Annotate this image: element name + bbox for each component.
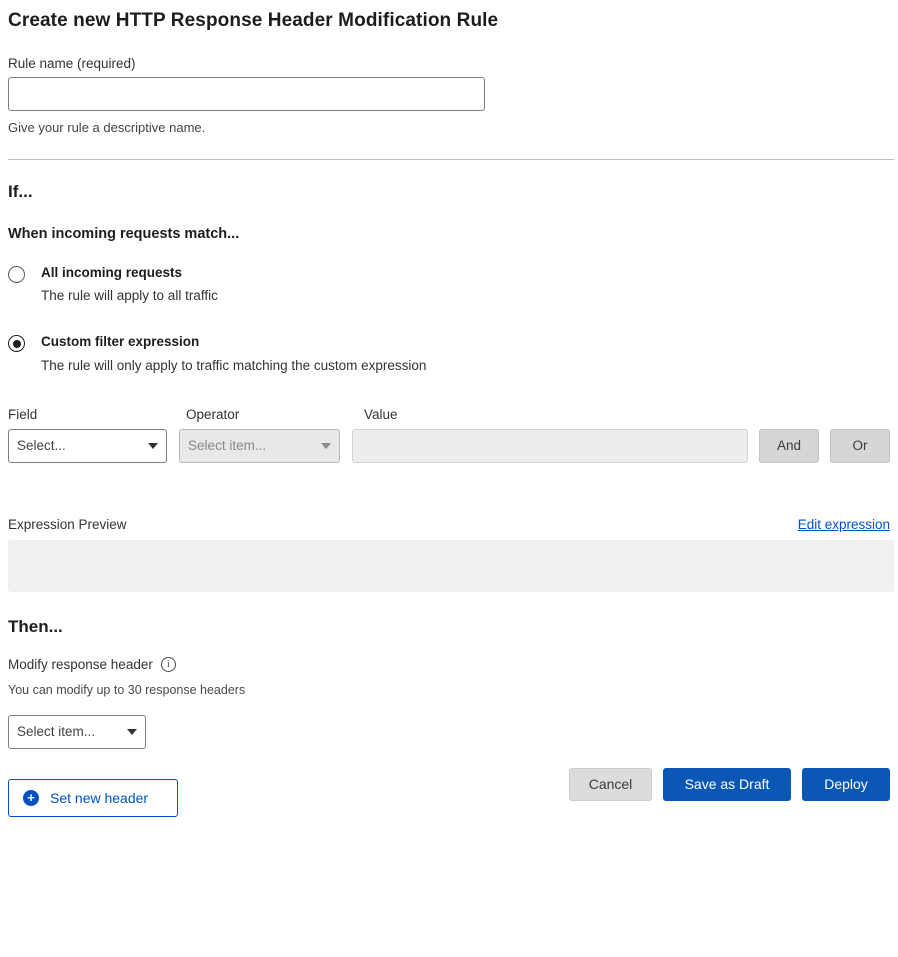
or-button[interactable]: Or — [830, 429, 890, 463]
and-button[interactable]: And — [759, 429, 819, 463]
expression-preview-label: Expression Preview — [8, 516, 127, 532]
chevron-down-icon — [321, 443, 331, 449]
expression-preview-header — [8, 517, 890, 532]
edit-expression-link[interactable]: Edit expression — [797, 516, 890, 532]
value-label: Value — [364, 406, 398, 422]
operator-label: Operator — [186, 406, 240, 422]
chevron-down-icon — [127, 729, 137, 735]
radio-option-all-requests[interactable] — [8, 264, 890, 305]
save-as-draft-button[interactable]: Save as Draft — [663, 768, 791, 801]
plus-icon: + — [23, 790, 39, 806]
chevron-down-icon — [148, 443, 158, 449]
page-title: Create new HTTP Response Header Modification Rule — [8, 10, 499, 31]
info-icon[interactable]: i — [161, 657, 176, 672]
then-section-heading: Then... — [8, 616, 63, 636]
deploy-button[interactable]: Deploy — [802, 768, 890, 801]
section-divider — [8, 159, 894, 160]
rule-name-label: Rule name (required) — [8, 56, 136, 71]
modify-response-header-helper: You can modify up to 30 response headers — [8, 682, 246, 697]
radio-option-custom-filter-title: Custom filter expression — [41, 334, 200, 350]
match-type-radio-group — [8, 264, 890, 375]
radio-icon-selected[interactable] — [8, 335, 25, 352]
radio-option-custom-filter-desc: The rule will only apply to traffic matching the custom expression — [41, 357, 427, 373]
expression-preview-box — [8, 540, 894, 592]
set-new-header-button[interactable] — [8, 779, 178, 817]
operator-select-value: Select item... — [188, 438, 267, 454]
field-select[interactable] — [8, 429, 167, 463]
value-input[interactable] — [352, 429, 748, 463]
if-section-subheading: When incoming requests match... — [8, 226, 240, 242]
rule-name-input[interactable] — [8, 77, 485, 111]
radio-option-all-requests-title: All incoming requests — [41, 265, 183, 280]
radio-option-all-requests-desc: The rule will apply to all traffic — [41, 288, 218, 304]
cancel-button[interactable]: Cancel — [569, 768, 652, 801]
radio-option-custom-filter[interactable] — [8, 333, 890, 374]
field-label: Field — [8, 406, 38, 422]
header-action-select-value: Select item... — [17, 724, 96, 740]
field-select-value: Select... — [17, 438, 66, 454]
set-new-header-label: Set new header — [50, 789, 149, 806]
if-section-heading: If... — [8, 182, 33, 201]
expression-builder — [8, 407, 890, 463]
form-footer — [569, 768, 890, 801]
create-rule-page — [0, 10, 898, 817]
radio-icon-unselected[interactable] — [8, 266, 25, 283]
rule-name-helper: Give your rule a descriptive name. — [8, 120, 206, 135]
operator-select[interactable] — [179, 429, 340, 463]
modify-response-header-label: Modify response header — [8, 656, 153, 672]
header-action-select[interactable] — [8, 715, 146, 749]
